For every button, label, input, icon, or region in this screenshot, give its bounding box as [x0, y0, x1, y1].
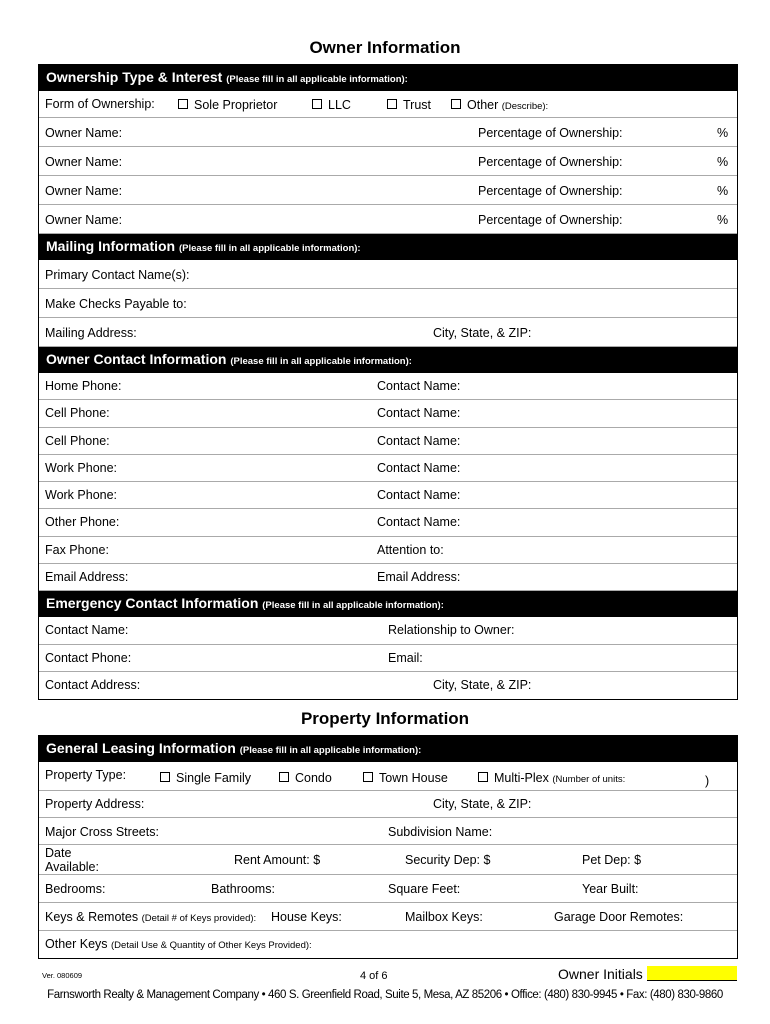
contact-row-right-label: Contact Name: [377, 515, 461, 530]
page-number: 4 of 6 [360, 970, 388, 982]
percent-sign: % [717, 126, 729, 140]
contact-row-right-label: Attention to: [377, 542, 444, 557]
cross-streets-row[interactable] [39, 818, 737, 845]
ownership-option-trust[interactable] [387, 98, 431, 112]
contact-row-left-label: Cell Phone: [45, 433, 110, 448]
contact-row[interactable] [39, 428, 737, 455]
contact-header-note: (Please fill in all applicable information): [230, 356, 412, 367]
keys-remotes-label [45, 910, 256, 924]
contact-row-right-label: Email Address: [377, 570, 461, 585]
property-type-town-house[interactable] [363, 771, 448, 785]
percent-sign: % [717, 213, 729, 227]
checkbox-icon[interactable] [160, 772, 170, 782]
owner-name-label: Owner Name: [45, 213, 123, 227]
version-label: Ver. 080609 [42, 971, 83, 980]
primary-contact-label: Primary Contact Name(s): [45, 268, 190, 282]
option-label: Multi-Plex [494, 771, 549, 785]
contact-row-left-label: Work Phone: [45, 460, 118, 475]
percentage-label: Percentage of Ownership: [478, 213, 623, 227]
contact-row[interactable] [39, 509, 737, 536]
leasing-header-title: General Leasing Information [46, 740, 236, 756]
owner-name-row[interactable] [39, 176, 737, 205]
option-label: Other [467, 98, 499, 112]
emergency-header [39, 591, 737, 617]
contact-row-left-label: Fax Phone: [45, 542, 109, 557]
security-deposit-label: Security Dep: $ [405, 853, 491, 867]
mailing-csz-label: City, State, & ZIP: [433, 326, 532, 340]
owner-form [38, 64, 738, 700]
ownership-option-llc[interactable] [312, 98, 351, 112]
option-label: Single Family [176, 771, 252, 785]
other-keys-row[interactable] [39, 931, 737, 958]
mailing-address-label: Mailing Address: [45, 326, 137, 340]
keys-remotes-note: (Detail # of Keys provided): [141, 913, 257, 924]
make-checks-row[interactable] [39, 289, 737, 318]
ownership-header [39, 65, 737, 91]
contact-row-right-label: Contact Name: [377, 460, 461, 475]
percent-sign: % [717, 155, 729, 169]
company-footer: Farnsworth Realty & Management Company • 460 S. Greenfield Road, Suite 5, Mesa, AZ 85206 • Office: (480) 830-9945 • Fax: (480) 830-9860 [47, 989, 723, 1001]
contact-row-left-label: Email Address: [45, 570, 129, 585]
owner-name-label: Owner Name: [45, 184, 123, 198]
mailing-header-note: (Please fill in all applicable information): [179, 243, 361, 254]
percentage-label: Percentage of Ownership: [478, 184, 623, 198]
rent-amount-label: Rent Amount: $ [234, 853, 321, 867]
units-note: (Number of units: [552, 774, 626, 785]
units-close: ) [705, 774, 710, 788]
contact-row-left-label: Other Phone: [45, 515, 120, 530]
option-label: Trust [403, 98, 432, 112]
property-type-single-family[interactable] [160, 771, 251, 785]
owner-name-label: Owner Name: [45, 155, 123, 169]
emergency-name-label: Contact Name: [45, 623, 129, 638]
owner-name-label: Owner Name: [45, 126, 123, 140]
form-of-ownership-label: Form of Ownership: [45, 97, 155, 111]
property-type-condo[interactable] [279, 771, 332, 785]
owner-information-title: Owner Information [309, 38, 461, 57]
emergency-phone-label: Contact Phone: [45, 650, 132, 665]
contact-row[interactable] [39, 400, 737, 427]
ownership-header-title: Ownership Type & Interest [46, 69, 223, 85]
owner-initials-field[interactable] [647, 966, 737, 981]
form-of-ownership-row [39, 91, 737, 118]
bedrooms-label: Bedrooms: [45, 882, 106, 896]
square-feet-label: Square Feet: [388, 882, 461, 896]
contact-header-title: Owner Contact Information [46, 351, 227, 367]
other-keys-label [45, 937, 312, 951]
house-keys-label: House Keys: [271, 910, 342, 924]
contact-header [39, 347, 737, 373]
property-type-multi-plex[interactable] [478, 771, 625, 785]
contact-row-right-label: Contact Name: [377, 433, 461, 448]
checkbox-icon[interactable] [387, 99, 397, 109]
other-keys-title: Other Keys [45, 937, 108, 951]
ownership-option-other[interactable] [451, 98, 548, 112]
property-form [38, 735, 738, 959]
garage-remotes-label: Garage Door Remotes: [554, 910, 684, 924]
option-label: Sole Proprietor [194, 98, 278, 112]
owner-name-row[interactable] [39, 147, 737, 176]
emergency-csz-label: City, State, & ZIP: [433, 677, 532, 692]
property-address-row[interactable] [39, 791, 737, 818]
cross-streets-label: Major Cross Streets: [45, 825, 159, 839]
contact-row-left-label: Home Phone: [45, 379, 122, 393]
subdivision-label: Subdivision Name: [388, 825, 493, 839]
property-csz-label: City, State, & ZIP: [433, 797, 532, 811]
available-label: Available: [45, 860, 99, 874]
contact-row[interactable] [39, 455, 737, 482]
keys-remotes-title: Keys & Remotes [45, 910, 139, 924]
contact-row-right-label: Contact Name: [377, 406, 461, 421]
contact-row[interactable] [39, 373, 737, 400]
contact-row-right-label: Contact Name: [377, 488, 461, 503]
make-checks-label: Make Checks Payable to: [45, 297, 187, 311]
checkbox-icon[interactable] [363, 772, 373, 782]
pet-deposit-label: Pet Dep: $ [582, 853, 642, 867]
emergency-address-label: Contact Address: [45, 677, 141, 692]
property-type-label: Property Type: [45, 768, 127, 782]
property-address-label: Property Address: [45, 797, 145, 811]
property-type-row [39, 762, 737, 791]
emergency-phone-row[interactable] [39, 645, 737, 672]
mailing-header-title: Mailing Information [46, 238, 176, 254]
emergency-name-row[interactable] [39, 617, 737, 644]
option-label: Condo [295, 771, 332, 785]
option-label: Town House [379, 771, 448, 785]
contact-row-right-label: Contact Name: [377, 379, 461, 393]
date-label: Date [45, 846, 72, 860]
contact-row[interactable] [39, 564, 737, 591]
owner-name-row[interactable] [39, 118, 737, 147]
other-keys-note: (Detail Use & Quantity of Other Keys Provided): [111, 940, 312, 951]
checkbox-icon[interactable] [478, 772, 488, 782]
emergency-email-label: Email: [388, 650, 423, 665]
contact-row[interactable] [39, 537, 737, 564]
mailing-address-row[interactable] [39, 318, 737, 347]
contact-row[interactable] [39, 482, 737, 509]
owner-initials-label: Owner Initials [558, 966, 643, 982]
contact-row-left-label: Cell Phone: [45, 406, 110, 421]
emergency-address-row[interactable] [39, 672, 737, 699]
checkbox-icon[interactable] [178, 99, 188, 109]
bedrooms-row[interactable] [39, 875, 737, 903]
keys-row[interactable] [39, 903, 737, 931]
percentage-label: Percentage of Ownership: [478, 155, 623, 169]
percent-sign: % [717, 184, 729, 198]
ownership-option-sole-proprietor[interactable] [178, 98, 277, 112]
emergency-header-note: (Please fill in all applicable information): [262, 600, 444, 612]
mailbox-keys-label: Mailbox Keys: [405, 910, 483, 924]
checkbox-icon[interactable] [312, 99, 322, 109]
owner-initials[interactable] [558, 966, 737, 982]
bathrooms-label: Bathrooms: [211, 882, 275, 896]
leasing-header-note: (Please fill in all applicable information): [239, 745, 422, 756]
option-label: LLC [328, 98, 351, 112]
leasing-header [39, 736, 737, 762]
percentage-label: Percentage of Ownership: [478, 126, 623, 140]
property-information-title: Property Information [300, 709, 470, 728]
emergency-header-title: Emergency Contact Information [46, 595, 259, 612]
primary-contact-row[interactable] [39, 260, 737, 289]
owner-name-row[interactable] [39, 205, 737, 234]
checkbox-icon[interactable] [279, 772, 289, 782]
date-available-row[interactable] [39, 845, 737, 875]
year-built-label: Year Built: [582, 882, 639, 896]
other-describe-note: (Describe): [501, 101, 549, 112]
mailing-header [39, 234, 737, 260]
ownership-header-note: (Please fill in all applicable information): [226, 74, 408, 85]
contact-row-left-label: Work Phone: [45, 488, 118, 503]
relationship-label: Relationship to Owner: [388, 623, 515, 638]
checkbox-icon[interactable] [451, 99, 461, 109]
